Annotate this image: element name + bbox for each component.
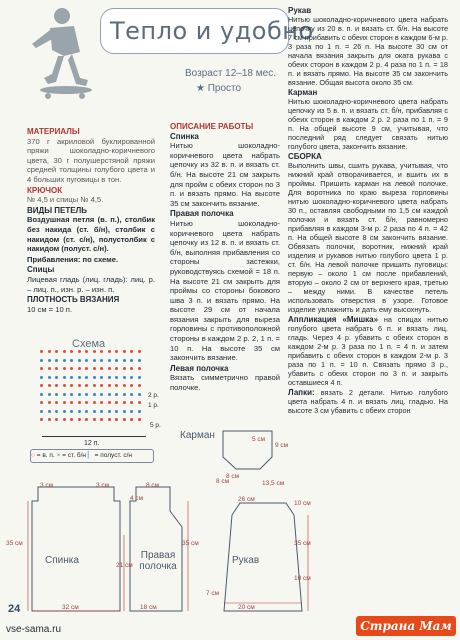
scheme-stitch [48, 359, 51, 362]
scheme-stitch [78, 410, 81, 413]
scheme-stitch [138, 393, 141, 396]
scheme-stitch [100, 401, 103, 404]
scheme-stitch [130, 350, 133, 353]
age-label: Возраст 12–18 мес. [185, 68, 276, 79]
scheme-stitch [130, 393, 133, 396]
scheme-stitch [40, 410, 43, 413]
scheme-stitch [100, 376, 103, 379]
scheme-stitch [40, 367, 43, 370]
scheme-stitch [123, 359, 126, 362]
scheme-stitch [123, 367, 126, 370]
scheme-stitch [55, 367, 58, 370]
right-front-heading: Правая полочка [170, 209, 234, 219]
scheme-stitch [85, 401, 88, 404]
scheme-stitch [93, 350, 96, 353]
scheme-stitch [40, 401, 43, 404]
scheme-stitch [48, 376, 51, 379]
scheme-stitch [123, 393, 126, 396]
scheme-stitch [40, 393, 43, 396]
scheme-stitch [85, 376, 88, 379]
scheme-stitch [123, 384, 126, 387]
scheme-width: 12 п. [84, 440, 100, 447]
sleeve-text: Нитью шоколадно-коричневого цвета набрать цепочку из 20 в. п. и вязать ст. б/н. На высоте 7 см прибавить с обеих сторон в каждом 6-м р. 3 раза по 1 п. = 26 п. На высоте 30 см от начала вязания закрыть для оката рукава с обеих сторон в каждом 2 р. 4 раза по 1 п. = 18 п. и вязать прямо. На высоте 35 см закончить вязание. Общая высота около 35 см. [288, 15, 449, 87]
m-sleeve-cuff: 7 см [206, 590, 220, 597]
scheme-stitch [93, 359, 96, 362]
back-text: Нитью шоколадно-коричневого цвета набрать цепочку из 32 в. п. и вязать ст. б/н. На высоте 21 см закрыть для пройм с обеих сторон по 3 п. и вязать прямо. На высоте 35 см закончить вязание. [170, 141, 280, 208]
scheme-stitch [48, 384, 51, 387]
scheme-stitch [130, 376, 133, 379]
half-double-icon: ▏ [87, 452, 93, 459]
scheme-stitch [70, 410, 73, 413]
m-pocket-bottom: 8 см [226, 473, 240, 480]
front-shape [130, 487, 182, 611]
m-front-shoulder: 4 см [130, 495, 144, 502]
scheme-stitch [48, 350, 51, 353]
difficulty-label: ★ Просто [196, 83, 242, 94]
scheme-stitch [138, 410, 141, 413]
hook-text: № 4,5 и спицы № 4,5. [27, 195, 104, 205]
scheme-stitch [100, 367, 103, 370]
scheme-stitch [85, 367, 88, 370]
scheme-stitch [115, 410, 118, 413]
stitches-text: Воздушная петля (в. п.), столбик без накида (ст. б/н), столбик с накидом (ст. с/н), полустолбик с накидом (полуст. с/н). [27, 215, 155, 254]
density-text: 10 см = 10 п. [27, 304, 73, 314]
scheme-stitch [85, 384, 88, 387]
scheme-stitch [85, 410, 88, 413]
m-pocket-side: 9 см [275, 442, 289, 449]
page-number: 24 [8, 603, 21, 615]
density-heading: ПЛОТНОСТЬ ВЯЗАНИЯ [27, 295, 120, 305]
m-front-neck: 8 см [146, 482, 160, 489]
scheme-stitch [130, 359, 133, 362]
m-sleeve-cap-2: 8 см [216, 478, 230, 485]
scheme-stitch [63, 350, 66, 353]
scheme-stitch [85, 393, 88, 396]
scheme-title: Схема [72, 338, 106, 350]
scheme-stitch [55, 384, 58, 387]
scheme-stitch [108, 401, 111, 404]
scheme-stitch [115, 384, 118, 387]
back-label: Спинка [45, 555, 79, 566]
scheme-stitch [70, 401, 73, 404]
scheme-stitch [48, 401, 51, 404]
scheme-stitch [138, 367, 141, 370]
scheme-stitch [48, 367, 51, 370]
scheme-stitch [115, 376, 118, 379]
sleeve-heading: Рукав [288, 6, 312, 15]
scheme-stitch [40, 384, 43, 387]
needles-text: Лицевая гладь (лиц. гладь): лиц. р. – лиц. п., изн. р. – изн. п. [27, 274, 155, 294]
legend-hdc: = полуст. с/н [94, 452, 132, 459]
scheme-stitch [48, 410, 51, 413]
increases-text: Прибавления: по схеме. [27, 254, 119, 264]
m-pocket-top: 5 см [252, 436, 266, 443]
scheme-stitch [130, 401, 133, 404]
single-crochet-icon: × [56, 452, 61, 459]
scheme-stitch [48, 393, 51, 396]
scheme-stitch [108, 359, 111, 362]
scheme-stitch [63, 367, 66, 370]
scheme-stitch [85, 359, 88, 362]
scheme-stitch [63, 401, 66, 404]
scheme-stitch [93, 401, 96, 404]
sleeve-label: Рукав [232, 555, 260, 566]
scheme-stitch [93, 410, 96, 413]
scheme-stitch [130, 367, 133, 370]
scheme-stitch [108, 393, 111, 396]
scheme-stitch [123, 410, 126, 413]
back-heading: Спинка [170, 131, 199, 141]
scheme-stitch [78, 367, 81, 370]
scheme-stitch [138, 359, 141, 362]
scheme-row-2: 2 р. [148, 392, 159, 399]
right-front-text: Нитью шоколадно-коричневого цвета набрать цепочку из 12 в. п. и вязать ст. б/н, выполняя прибавления со стороны застежки, руководствуясь схемой = 18 п. На высоте 21 см закрыть для проймы со стороны бокового шва 3 п. и вязать прямо. На высоте 29 см от начала вязания закрыть для выреза горловины с противоположной стороны в каждом 2 р. 2, 1 п. = 10 п. На высоте 35 см закончить вязание. [170, 218, 280, 363]
scheme-stitch [40, 350, 43, 353]
m-sleeve-bottom: 20 см [238, 604, 255, 611]
m-sleeve-lower: 10 см [294, 575, 311, 582]
scheme-stitch [78, 401, 81, 404]
m-front-width: 18 см [140, 604, 157, 611]
scheme-stitch [70, 367, 73, 370]
materials-text: 370 г акриловой буклированной пряжи шоколадно-коричневого цвета, 30 г полушерстяной пряжи средней толщины голубого цвета и 4 больших пуговицы в тон. [27, 136, 155, 184]
scheme-stitch [108, 367, 111, 370]
scheme-stitch [55, 401, 58, 404]
scheme-stitch [100, 350, 103, 353]
scheme-stitch [40, 359, 43, 362]
scheme-stitch [123, 350, 126, 353]
scheme-stitch [70, 376, 73, 379]
m-sleeve-top: 26 см [238, 496, 255, 503]
paws-heading: Лапки: [288, 388, 315, 397]
scheme-stitch [123, 401, 126, 404]
scheme-stitch [115, 367, 118, 370]
scheme-stitch [93, 384, 96, 387]
m-back-height: 35 см [6, 540, 23, 547]
scheme-stitch [55, 376, 58, 379]
pocket-text: Нитью шоколадно-коричневого цвета набрать цепочку из 5 в. п. и вязать ст. б/н, прибавляя с обеих сторон в каждом 2 р. 2 раза по 1 п. = 9 п. На общей высоте 9 см, учитывая, что последний ряд следует связать нитью голубого цвета, закончить вязание. [288, 97, 448, 151]
assembly-column [288, 6, 448, 416]
scheme-stitch [70, 393, 73, 396]
left-front-heading: Левая полочка [170, 363, 229, 373]
left-front-text: Вязать симметрично правой полочке. [170, 373, 280, 393]
scheme-stitch [85, 350, 88, 353]
site-watermark: vse-sama.ru [6, 624, 62, 635]
scheme-stitch [93, 367, 96, 370]
scheme-stitch [138, 350, 141, 353]
scheme-stitch [70, 350, 73, 353]
chain-stitch-icon: ○ [31, 452, 35, 459]
scheme-stitch [63, 384, 66, 387]
scheme-stitch [100, 384, 103, 387]
scheme-stitch [115, 401, 118, 404]
scheme-stitch [55, 410, 58, 413]
legend-chain: = в. п. [36, 452, 55, 459]
scheme-row-1: 1 р. [148, 402, 159, 409]
pocket-label: Карман [180, 430, 215, 441]
materials-heading: МАТЕРИАЛЫ [27, 127, 80, 136]
scheme-stitch [100, 359, 103, 362]
legend-sc: = ст. б/н [62, 452, 87, 459]
materials-column [27, 127, 155, 315]
scheme-stitch [78, 359, 81, 362]
scheme-stitch [100, 393, 103, 396]
assembly-text: Выполнить швы, сшить рукава, учитывая, что нижний край отворачивается, и вшить их в проймы. Пришить карман на левой полочке. Для воротника по краю выреза горловины нитью шоколадно-коричневого цвета набрать 30 п., оставляя свободными по 1,5 см каждой полочки и вязать ст. б/н, равномерно прибавляя в каждом 3-м р. 2 раза по 4 п. = 42 п. На общей высоте 8 см закончить вязание. Обвязать полочки, воротник, нижний край изделия и рукавов нитью голубого цвета 1 р. ст. б/н. На левой полочке пришить пуговицы: первую – около 1 см после прибавлений, вторую – около 2 см от верхнего края, третью – между ними. В качестве петель использовать отверстия в узоре. Готовое изделие увлажнить и дать ему высохнуть. [288, 161, 448, 314]
front-label: Правая полочка [139, 550, 177, 572]
scheme-stitch [63, 393, 66, 396]
applique-heading: Аппликация «Мишка» [288, 315, 379, 324]
scheme-stitch [55, 359, 58, 362]
m-front-side: 21 см [116, 562, 133, 569]
skateboarder-illustration [22, 4, 92, 122]
hook-heading: КРЮЧОК [27, 185, 63, 195]
assembly-heading: СБОРКА [288, 152, 322, 161]
scheme-stitch [123, 376, 126, 379]
scheme-stitch [138, 376, 141, 379]
pocket-heading: Карман [288, 88, 318, 97]
scheme-stitch [93, 376, 96, 379]
description-heading: ОПИСАНИЕ РАБОТЫ [170, 122, 254, 131]
scheme-stitch [40, 376, 43, 379]
scheme-row-5: 5 р. [150, 422, 161, 429]
scheme-stitch [130, 384, 133, 387]
m-front-height: 35 см [182, 540, 199, 547]
scheme-stitch [93, 393, 96, 396]
brand-logo: Страна Мам [356, 616, 456, 636]
m-back-width: 32 см [62, 604, 79, 611]
scheme-stitch [130, 410, 133, 413]
stitches-heading: ВИДЫ ПЕТЕЛЬ [27, 205, 87, 215]
m-back-arm: 3 см [40, 482, 54, 489]
scheme-stitch [138, 401, 141, 404]
scheme-stitch [108, 410, 111, 413]
scheme-stitch [78, 393, 81, 396]
m-sleeve-height: 35 см [294, 540, 311, 547]
scheme-stitch [55, 350, 58, 353]
applique-text: на спицах нитью голубого цвета набрать 6 п. и вязать лиц. гладь. Через 4 р. убавить с обеих сторон в каждом 2-м р. 3 раза по 1 п. = 4 п. и затем прибавить с обеих сторон в каждом 2-м р. 3 раза по 1 п. = 10 п. Связать прямо 3 р., убавить с обеих сторон по 3 п. и закрыть оставшиеся 4 п. [288, 315, 448, 387]
scheme-stitch [108, 376, 111, 379]
work-column [170, 122, 280, 394]
scheme-stitch [108, 384, 111, 387]
scheme-stitch [115, 393, 118, 396]
back-shape [32, 487, 120, 611]
scheme-stitch [63, 410, 66, 413]
scheme-stitch [108, 350, 111, 353]
scheme-stitch [70, 359, 73, 362]
needles-heading: Спицы [27, 265, 55, 275]
m-sleeve-side: 10 см [294, 500, 311, 507]
scheme-stitch [115, 350, 118, 353]
scheme-stitch [78, 384, 81, 387]
paws-text: вязать 2 детали. Нитью голубого цвета набрать 4 п. и вязать лиц. гладью. На высоте 3 см убавить с обеих сторон [288, 388, 448, 415]
scheme-stitch [115, 359, 118, 362]
scheme-stitch [63, 359, 66, 362]
scheme-stitch [100, 410, 103, 413]
scheme-stitch [55, 393, 58, 396]
m-sleeve-cap: 13,5 см [262, 480, 285, 487]
scheme-stitch [138, 384, 141, 387]
m-back-arm-2: 3 см [96, 482, 110, 489]
scheme-stitch [70, 384, 73, 387]
scheme-stitch [78, 350, 81, 353]
page-title: Тепло и удобно [110, 17, 314, 45]
scheme-stitch [78, 376, 81, 379]
scheme-stitch [63, 376, 66, 379]
